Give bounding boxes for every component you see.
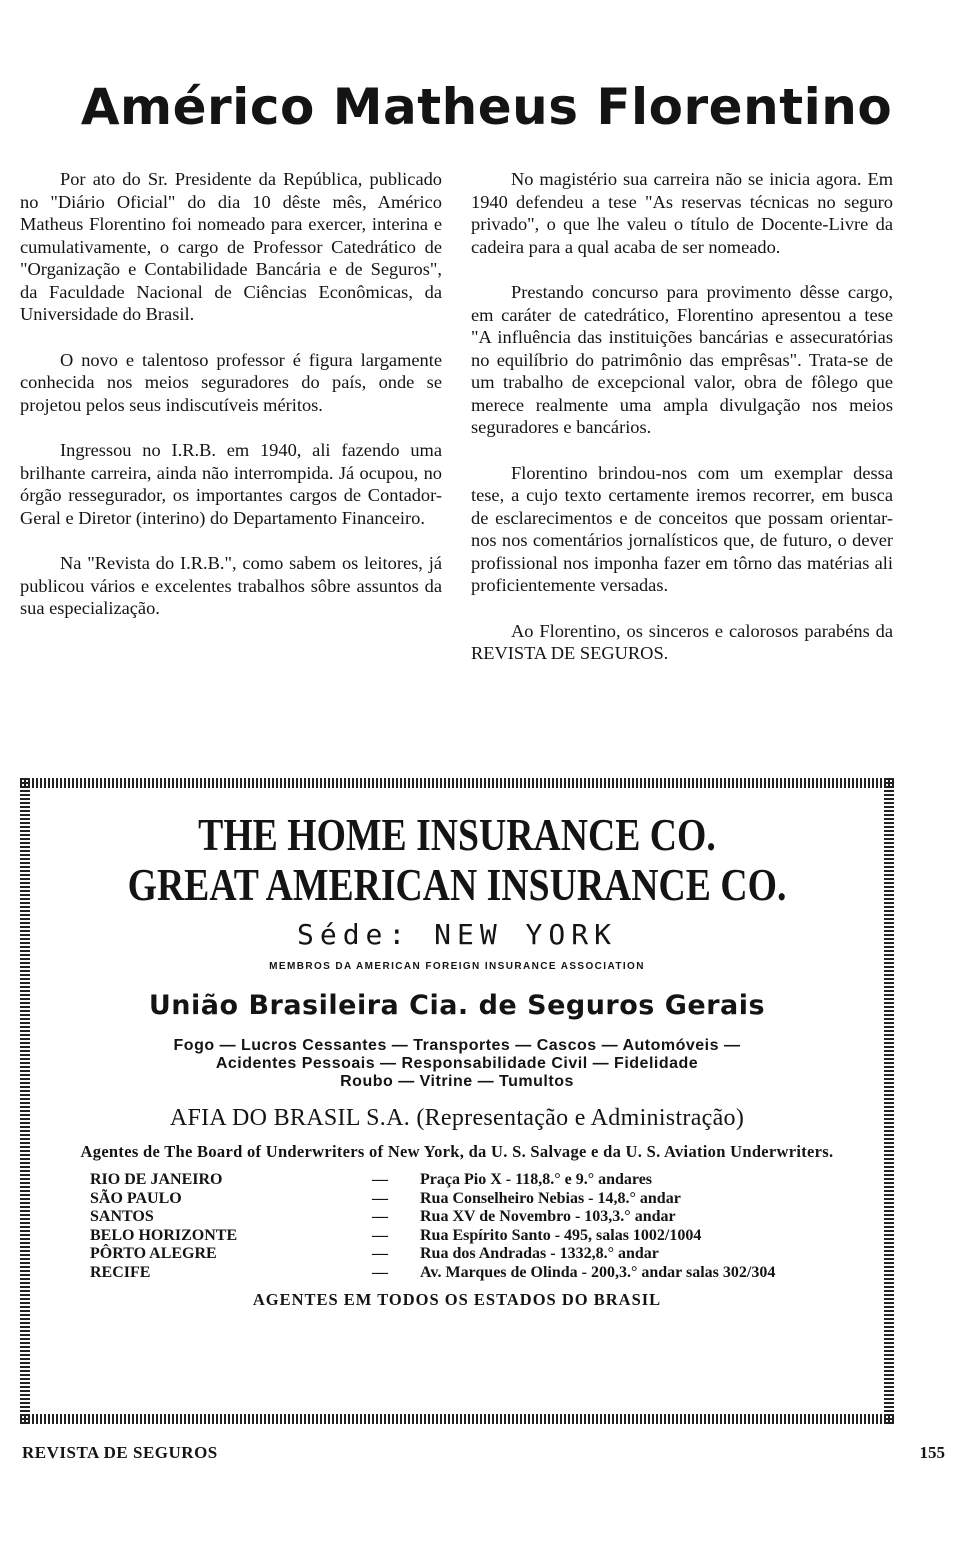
article-right-column xyxy=(471,168,893,688)
branch-city: RECIFE xyxy=(90,1263,151,1281)
afia-heading: AFIA DO BRASIL S.A. (Representação e Administração) xyxy=(169,1105,745,1131)
page-number: 155 xyxy=(919,1443,945,1462)
branch-separator: — xyxy=(372,1245,388,1262)
branch-office-row xyxy=(50,1190,840,1209)
agents-board-line: Agentes de The Board of Underwriters of New York, da U. S. Salvage e da U. S. Aviation Underwriters. xyxy=(80,1142,834,1161)
company-great-american: GREAT AMERICAN INSURANCE CO. xyxy=(127,859,787,910)
branch-address: Rua XV de Novembro - 103,3.° andar xyxy=(420,1208,676,1225)
article-paragraph: Na "Revista do I.R.B.", como sabem os leitores, já publicou vários e excelentes trabalhos sôbre assuntos da sua especialização. xyxy=(20,553,442,618)
headquarters-line: Séde: NEW YORK xyxy=(296,918,617,951)
article-paragraph: Por ato do Sr. Presidente da República, publicado no "Diário Oficial" do dia 10 dêste mês, Américo Matheus Florentino foi nomeado para exercer, interina e cumulativamente, o cargo de Professor Catedrático de "Organização e Contabilidade Bancária e de Seguros", da Faculdade Nacional de Ciências Econômicas, da Universidade do Brasil. xyxy=(20,169,442,324)
branch-office-row xyxy=(50,1171,840,1190)
insurance-lines-row: Roubo — Vitrine — Tumultos xyxy=(340,1073,574,1090)
article-paragraph: Prestando concurso para provimento dêsse cargo, em caráter de catedrático, Florentino apresentou a tese "A influência das instituições bancárias e assecuratórias no equilíbrio do patrimônio das emprêsas". Trata-se de um trabalho de excepcional valor, obra de fôlego que merece realmente uma ampla divulgação nos meios seguradores e bancários. xyxy=(471,282,893,437)
branch-address: Rua Espírito Santo - 495, salas 1002/1004 xyxy=(420,1226,702,1244)
insurance-advertisement xyxy=(20,778,894,1424)
article-paragraph: No magistério sua carreira não se inicia agora. Em 1940 defendeu a tese "As reservas técnicas no seguro privado", o que lhe valeu o título de Docente-Livre da cadeira para a qual acaba de ser nomeado. xyxy=(471,169,893,257)
branch-separator: — xyxy=(372,1208,388,1225)
branch-offices-table xyxy=(50,1171,840,1282)
branch-address: Rua dos Andradas - 1332,8.° andar xyxy=(420,1245,659,1262)
branch-address: Rua Conselheiro Nebias - 14,8.° andar xyxy=(420,1189,681,1207)
footer-publication-name: REVISTA DE SEGUROS xyxy=(22,1443,218,1462)
branch-separator: — xyxy=(372,1263,388,1281)
article-left-column xyxy=(20,168,442,643)
branch-separator: — xyxy=(372,1171,388,1188)
branch-city: RIO DE JANEIRO xyxy=(90,1171,223,1188)
insurance-lines-row: Fogo — Lucros Cessantes — Transportes — Cascos — Automóveis — xyxy=(173,1037,741,1054)
ad-border-left xyxy=(20,778,30,1424)
agents-all-states-line: AGENTES EM TODOS OS ESTADOS DO BRASIL xyxy=(252,1290,662,1309)
uniao-brasileira-heading: União Brasileira Cia. de Seguros Gerais xyxy=(148,990,766,1021)
insurance-lines xyxy=(50,1037,864,1091)
article-paragraph: O novo e talentoso professor é figura largamente conhecida nos meios seguradores do país, onde se projetou pelos seus indiscutíveis méritos. xyxy=(20,349,442,415)
insurance-lines-row: Acidentes Pessoais — Responsabilidade Civil — Fidelidade xyxy=(215,1055,699,1072)
ad-border-bottom xyxy=(20,1414,894,1424)
branch-address: Praça Pio X - 118,8.° e 9.° andares xyxy=(420,1171,653,1188)
article-title: Américo Matheus Florentino xyxy=(80,78,893,136)
branch-city: BELO HORIZONTE xyxy=(90,1226,238,1244)
article-paragraph: Ingressou no I.R.B. em 1940, ali fazendo uma brilhante carreira, ainda não interrompida. Já ocupou, no órgão ressegurador, os importantes cargos de Contador-Geral e Diretor (interino) do Departamento Financeiro. xyxy=(20,440,442,528)
company-home-insurance: THE HOME INSURANCE CO. xyxy=(198,809,716,860)
branch-office-row xyxy=(50,1245,840,1264)
branch-city: SANTOS xyxy=(90,1208,154,1225)
branch-city: SÃO PAULO xyxy=(90,1189,182,1207)
branch-office-row xyxy=(50,1264,840,1283)
branch-city: PÔRTO ALEGRE xyxy=(90,1245,217,1262)
association-members-line: MEMBROS DA AMERICAN FOREIGN INSURANCE ASSOCIATION xyxy=(269,961,645,972)
branch-separator: — xyxy=(372,1189,388,1207)
article-paragraph: Ao Florentino, os sinceros e calorosos parabéns da REVISTA DE SEGUROS. xyxy=(471,620,893,663)
branch-office-row xyxy=(50,1227,840,1246)
branch-separator: — xyxy=(372,1226,388,1244)
branch-office-row xyxy=(50,1208,840,1227)
ad-border-right xyxy=(884,778,894,1424)
ad-content xyxy=(50,778,864,1310)
branch-address: Av. Marques de Olinda - 200,3.° andar salas 302/304 xyxy=(420,1263,776,1281)
article-paragraph: Florentino brindou-nos com um exemplar dessa tese, a cujo texto certamente iremos recorrer, em busca de esclarecimentos e de conceitos que possam orientar-nos nos comentários jornalísticos que, de futuro, o dever profissional nos imponha fazer em tôrno das matérias ali proficientemente versadas. xyxy=(471,462,893,595)
